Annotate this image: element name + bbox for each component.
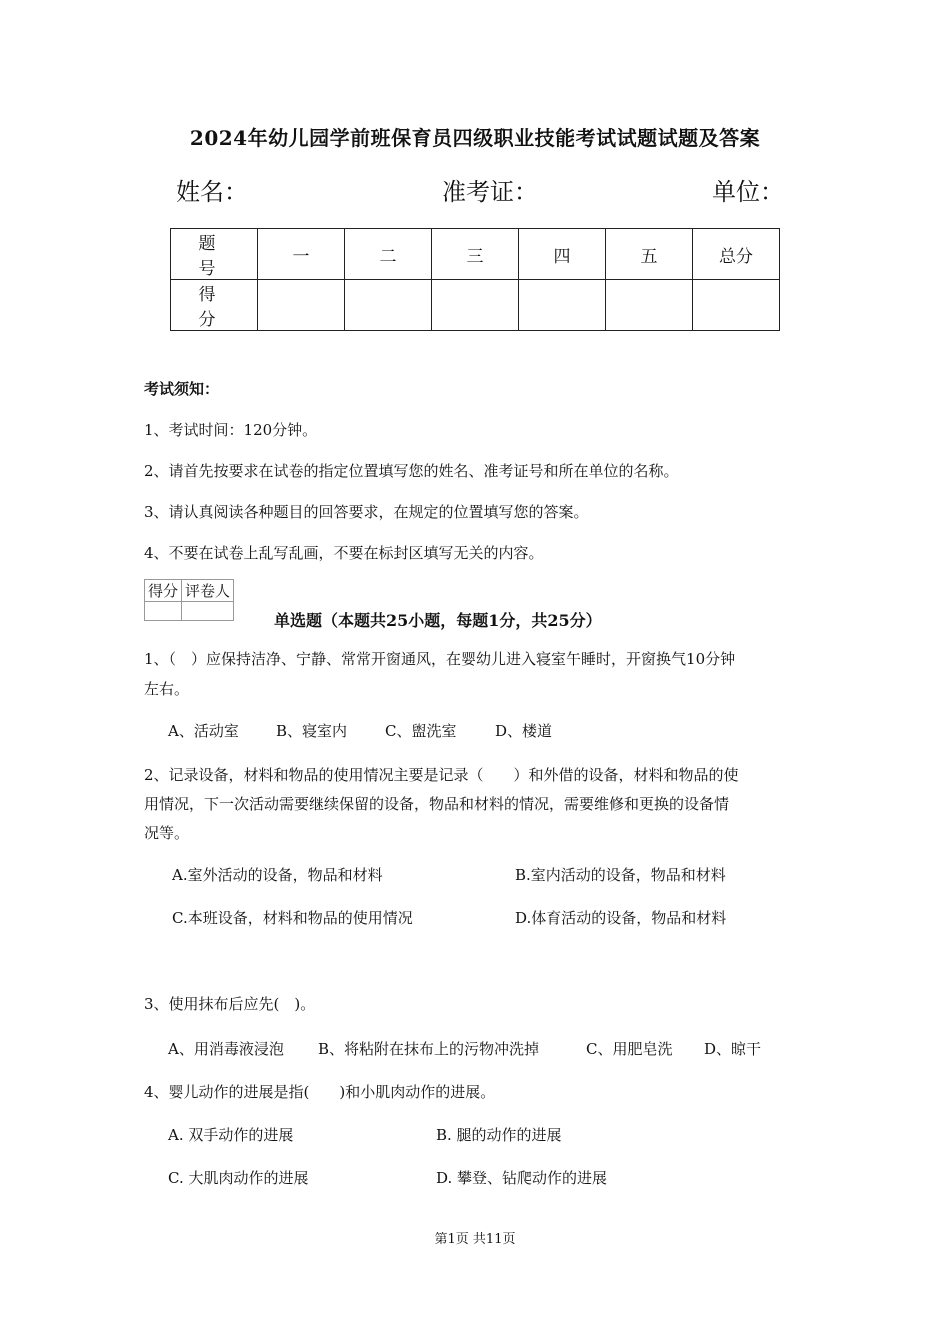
question-2-option-a: A.室外活动的设备，物品和材料 — [172, 866, 383, 884]
score-header-2: 二 — [345, 229, 432, 280]
score-header-label: 题 号 — [171, 229, 258, 280]
question-3-option-a: A、用消毒液浸泡 — [168, 1040, 284, 1058]
question-1-option-a: A、活动室 — [168, 722, 239, 740]
score-row-label: 得 分 — [171, 280, 258, 331]
notice-item-3: 3、请认真阅读各种题目的回答要求，在规定的位置填写您的答案。 — [144, 503, 589, 521]
score-cell-2 — [345, 280, 432, 331]
question-3-option-c: C、用肥皂洗 — [586, 1040, 673, 1058]
question-4-line-1: 4、婴儿动作的进展是指( )和小肌肉动作的进展。 — [144, 1083, 496, 1101]
score-cell-3 — [432, 280, 519, 331]
name-field-label: 姓名： — [176, 178, 248, 206]
score-table — [170, 228, 780, 331]
question-2-option-d: D.体育活动的设备，物品和材料 — [515, 909, 727, 927]
notice-item-2: 2、请首先按要求在试卷的指定位置填写您的姓名、准考证号和所在单位的名称。 — [144, 462, 679, 480]
grader-score-cell — [145, 602, 182, 621]
question-1-line-2: 左右。 — [144, 680, 190, 698]
score-header-1: 一 — [258, 229, 345, 280]
question-4-option-d: D. 攀登、钻爬动作的进展 — [436, 1169, 608, 1187]
question-4-option-a: A. 双手动作的进展 — [168, 1126, 294, 1144]
page-title: 2024年幼儿园学前班保育员四级职业技能考试试题试题及答案 — [189, 126, 761, 150]
score-header-5: 五 — [606, 229, 693, 280]
notice-item-1: 1、考试时间：120分钟。 — [144, 421, 318, 439]
score-header-4: 四 — [519, 229, 606, 280]
grader-score-label: 得分 — [145, 580, 182, 602]
question-2-line-3: 况等。 — [144, 824, 190, 842]
question-1-option-c: C、盥洗室 — [385, 722, 457, 740]
grader-reviewer-label: 评卷人 — [182, 580, 234, 602]
ticket-field-label: 准考证： — [442, 178, 538, 206]
question-1-option-b: B、寝室内 — [276, 722, 348, 740]
question-1-line-1: 1、（ ）应保持洁净、宁静、常常开窗通风，在婴幼儿进入寝室午睡时，开窗换气10分钟 — [144, 650, 736, 668]
question-2-line-2: 用情况，下一次活动需要继续保留的设备，物品和材料的情况，需要维修和更换的设备情 — [144, 795, 730, 813]
question-2-line-1: 2、记录设备，材料和物品的使用情况主要是记录（ ）和外借的设备，材料和物品的使 — [144, 766, 739, 784]
question-1-option-d: D、楼道 — [495, 722, 553, 740]
question-2-option-c: C.本班设备，材料和物品的使用情况 — [172, 909, 413, 927]
grader-reviewer-cell — [182, 602, 234, 621]
score-header-total: 总分 — [693, 229, 780, 280]
question-3-option-b: B、将粘附在抹布上的污物冲洗掉 — [318, 1040, 540, 1058]
question-3-option-d: D、晾干 — [704, 1040, 762, 1058]
score-cell-4 — [519, 280, 606, 331]
question-4-option-c: C. 大肌肉动作的进展 — [168, 1169, 309, 1187]
score-cell-5 — [606, 280, 693, 331]
score-table-header-row — [171, 229, 780, 280]
score-cell-total — [693, 280, 780, 331]
score-header-3: 三 — [432, 229, 519, 280]
question-4-option-b: B. 腿的动作的进展 — [436, 1126, 562, 1144]
question-2-option-b: B.室内活动的设备，物品和材料 — [515, 866, 726, 884]
notice-heading: 考试须知： — [144, 380, 220, 398]
unit-field-label: 单位： — [712, 178, 784, 206]
section-title: 单选题（本题共25小题，每题1分，共25分） — [274, 611, 602, 630]
score-table-score-row — [171, 280, 780, 331]
page-footer: 第1页 共11页 — [434, 1232, 516, 1247]
score-cell-1 — [258, 280, 345, 331]
notice-item-4: 4、不要在试卷上乱写乱画，不要在标封区填写无关的内容。 — [144, 544, 544, 562]
question-3-line-1: 3、使用抹布后应先( )。 — [144, 995, 316, 1013]
grader-box — [144, 579, 234, 621]
